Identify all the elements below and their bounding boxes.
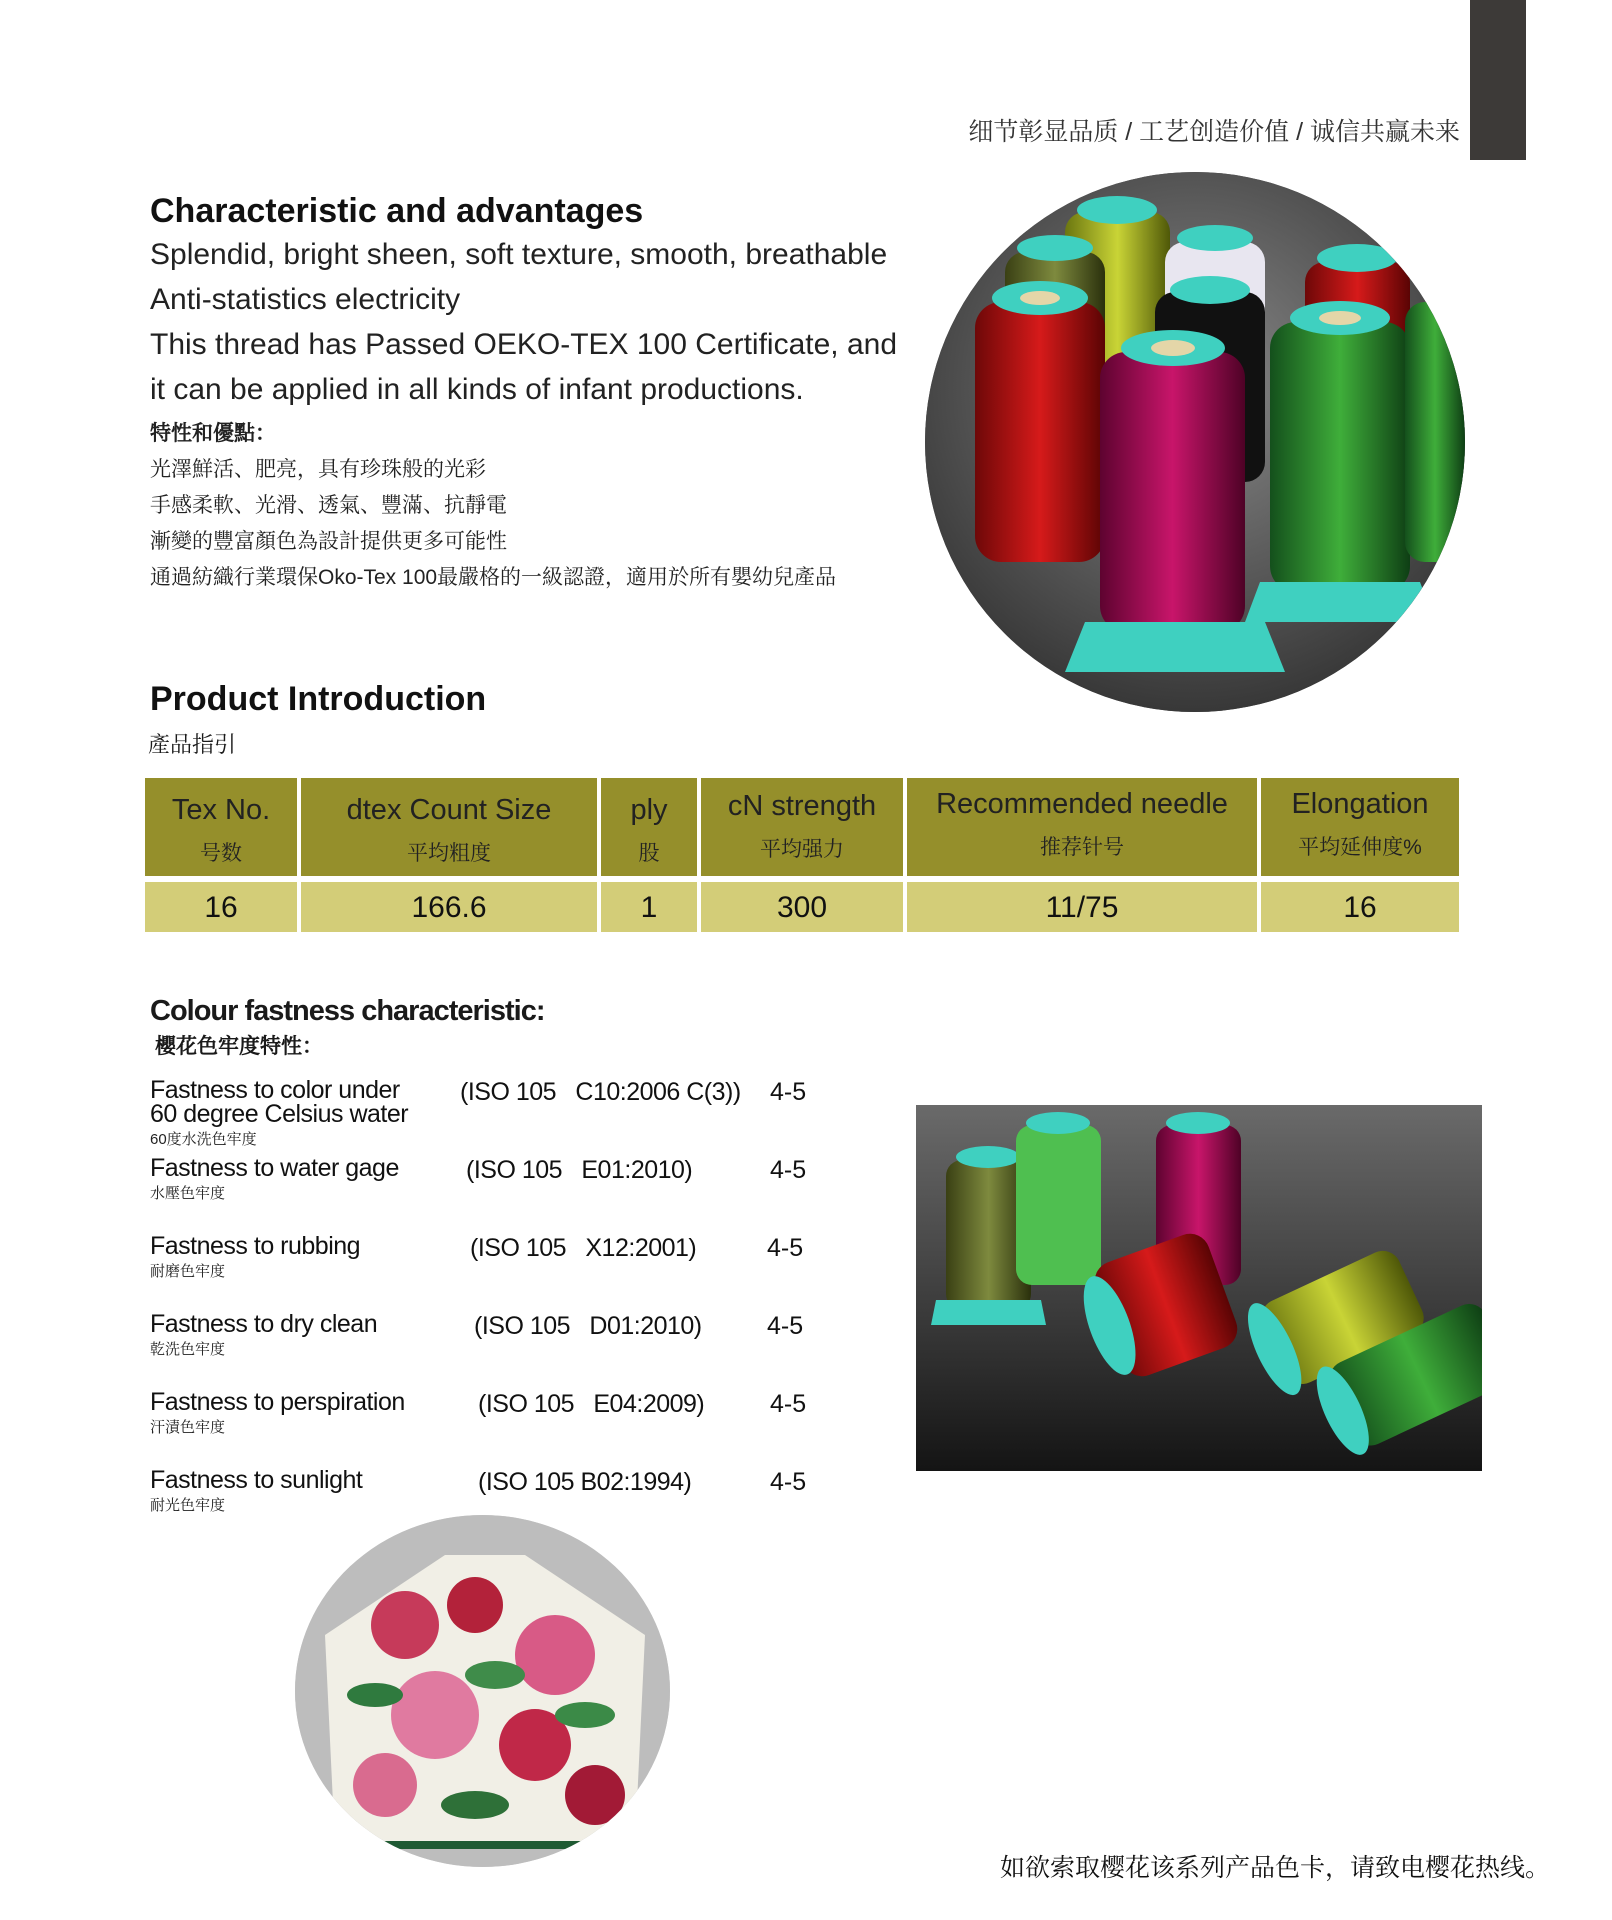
- fastness-name-line2: 60 degree Celsius water: [150, 1100, 409, 1128]
- fastness-grade: 4-5: [770, 1156, 807, 1184]
- header-en: Tex No.: [171, 794, 271, 826]
- header-ply: [601, 778, 697, 876]
- en-line: Splendid, bright sheen, soft texture, smooth, breathable: [150, 238, 888, 271]
- cell-elongation: 16: [1261, 882, 1459, 932]
- header-dtex: [301, 778, 597, 876]
- header-en: dtex Count Size: [346, 794, 552, 826]
- fastness-grade: 4-5: [770, 1078, 807, 1106]
- header-zh: 推荐针号: [1040, 836, 1124, 859]
- fastness-standard: (ISO 105 C10:2006 C(3)): [460, 1078, 741, 1106]
- zh-line: 通過紡織行業環保Oko-Tex 100最嚴格的一級認證，適用於所有嬰幼兒產品: [150, 566, 837, 589]
- table-row: [145, 882, 1463, 932]
- fastness-standard: (ISO 105 D01:2010): [474, 1312, 702, 1340]
- characteristics-en: [150, 232, 930, 412]
- header-strength: [701, 778, 903, 876]
- header-zh: 平均粗度: [407, 842, 491, 865]
- fastness-item: [150, 1390, 820, 1437]
- footer-note: 如欲索取樱花该系列产品色卡，请致电樱花热线。: [1000, 1854, 1551, 1882]
- fastness-standard: (ISO 105 E04:2009): [478, 1390, 705, 1418]
- fastness-name: Fastness to color under: [150, 1076, 400, 1104]
- header-en: cN strength: [727, 790, 877, 822]
- fastness-name: Fastness to water gage: [150, 1154, 399, 1182]
- header-en: Elongation: [1291, 788, 1429, 820]
- thread-spools-illustration: [925, 172, 1465, 712]
- cell-needle: 11/75: [907, 882, 1257, 932]
- fastness-subtitle: 櫻花色牢度特性：: [155, 1035, 323, 1058]
- fastness-standard: (ISO 105 E01:2010): [466, 1156, 693, 1184]
- product-table: [145, 778, 1463, 932]
- fastness-name: Fastness to rubbing: [150, 1232, 361, 1260]
- zh-title: 特性和優點：: [150, 422, 276, 445]
- fastness-zh: 水壓色牢度: [150, 1185, 226, 1202]
- characteristics-title: Characteristic and advantages: [150, 192, 644, 230]
- fastness-name: Fastness to sunlight: [150, 1466, 363, 1494]
- characteristics-zh: [150, 416, 950, 596]
- fastness-zh: 乾洗色牢度: [150, 1341, 226, 1358]
- fastness-standard: (ISO 105 X12:2001): [470, 1234, 697, 1262]
- zh-line: 手感柔軟、光滑、透氣、豐滿、抗靜電: [150, 494, 507, 517]
- spools-rect-photo: [916, 1105, 1482, 1471]
- header-en: ply: [630, 794, 668, 826]
- fastness-grade: 4-5: [767, 1234, 804, 1262]
- fastness-item: [150, 1156, 820, 1203]
- zh-line: 漸變的豐富顏色為設計提供更多可能性: [150, 530, 507, 553]
- fastness-standard: (ISO 105 B02:1994): [478, 1468, 692, 1496]
- fastness-item: [150, 1078, 820, 1149]
- header-en: Recommended needle: [936, 788, 1228, 820]
- fastness-name: Fastness to perspiration: [150, 1388, 405, 1416]
- embroidered-garment-photo: [295, 1515, 670, 1867]
- fastness-grade: 4-5: [767, 1312, 804, 1340]
- product-title: Product Introduction: [150, 680, 487, 718]
- header-tex-no: [145, 778, 297, 876]
- fastness-zh: 汗漬色牢度: [150, 1419, 226, 1436]
- thread-spools-photo: [925, 172, 1465, 712]
- en-line: it can be applied in all kinds of infant productions.: [150, 373, 804, 406]
- en-line: This thread has Passed OEKO-TEX 100 Certificate, and: [150, 328, 898, 361]
- zh-line: 光澤鮮活、肥亮，具有珍珠般的光彩: [150, 458, 486, 481]
- spools-rect-illustration: [916, 1105, 1482, 1471]
- cell-tex-no: 16: [145, 882, 297, 932]
- table-header-row: [145, 778, 1463, 876]
- embroidered-garment-illustration: [295, 1515, 670, 1867]
- header-zh: 平均延伸度%: [1298, 836, 1422, 859]
- header-zh: 平均强力: [760, 838, 844, 861]
- header-zh: 股: [638, 842, 660, 865]
- en-line: Anti-statistics electricity: [150, 283, 461, 316]
- fastness-item: [150, 1468, 820, 1515]
- cell-strength: 300: [701, 882, 903, 932]
- header-bar: [1470, 0, 1526, 160]
- fastness-title: Colour fastness characteristic:: [150, 995, 545, 1027]
- fastness-zh: 耐光色牢度: [150, 1497, 226, 1514]
- header-needle: [907, 778, 1257, 876]
- fastness-item: [150, 1234, 820, 1281]
- fastness-grade: 4-5: [770, 1390, 807, 1418]
- fastness-grade: 4-5: [770, 1468, 807, 1496]
- tagline: 细节彰显品质 / 工艺创造价值 / 诚信共赢未来: [968, 118, 1460, 146]
- cell-ply: 1: [601, 882, 697, 932]
- header-elongation: [1261, 778, 1459, 876]
- fastness-zh: 60度水洗色牢度: [150, 1131, 257, 1148]
- fastness-item: [150, 1312, 820, 1359]
- fastness-zh: 耐磨色牢度: [150, 1263, 226, 1280]
- header-zh: 号数: [200, 842, 242, 865]
- fastness-name: Fastness to dry clean: [150, 1310, 378, 1338]
- product-subtitle: 產品指引: [148, 732, 237, 757]
- cell-dtex: 166.6: [301, 882, 597, 932]
